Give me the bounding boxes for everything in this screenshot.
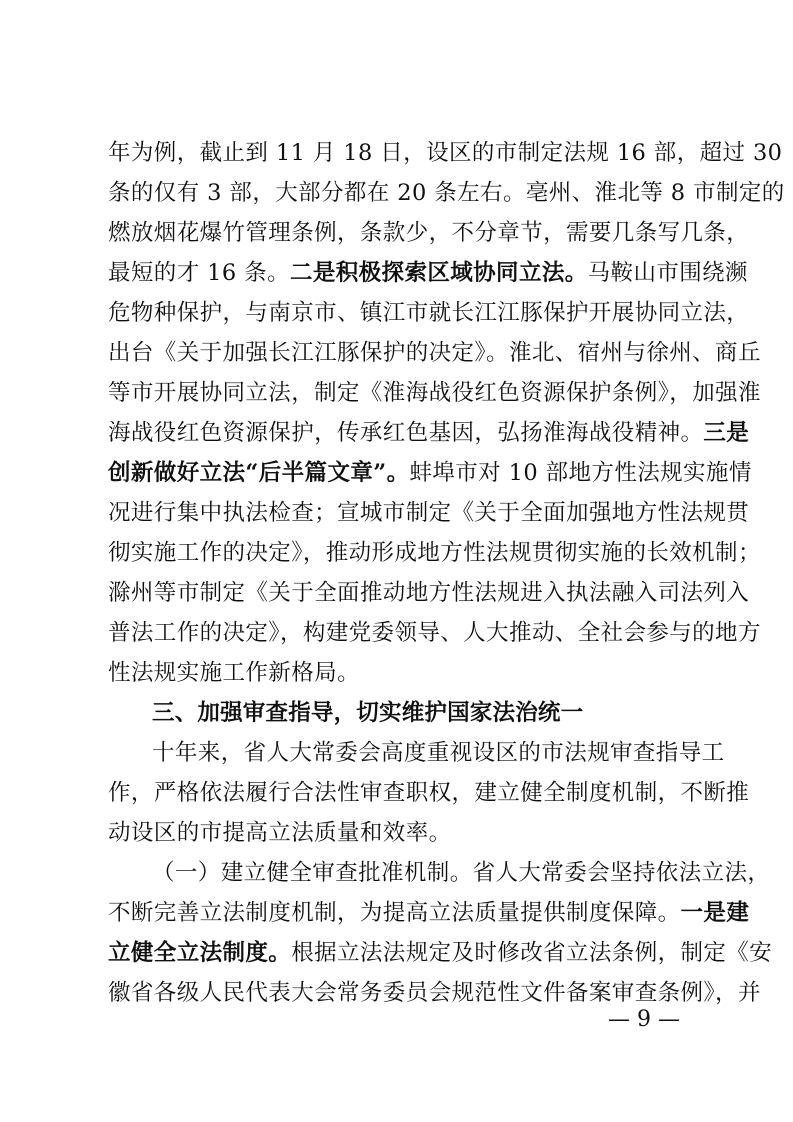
text-line [108,213,750,253]
bold-phrase: 立健全立法制度。 [108,940,292,966]
text-line [108,453,752,493]
text-segment: 出台《关于加强长江江豚保护的决定》。淮北、宿州与徐州、商丘 [108,340,761,366]
text-segment: 动设区的市提高立法质量和效率。 [108,820,452,846]
section-heading [152,693,690,733]
bold-phrase: 三是 [703,420,750,446]
text-line [108,493,750,533]
text-segment: 普法工作的决定》，构建党委领导、人大推动、全社会参与的地方 [108,620,761,646]
text-segment: 等市开展协同立法，制定《淮海战役红色资源保护条例》，加强淮 [108,380,761,406]
text-line [152,733,725,773]
text-line [108,653,690,693]
text-segment: 省人大常委会坚持依法立法， [472,860,771,886]
text-segment: 条的仅有 3 部，大部分都在 20 条左右。亳州、淮北等 8 市制定的 [108,180,785,206]
text-line [108,893,750,933]
bold-phrase: 创新做好立法“后半篇文章”。 [108,460,410,486]
text-segment: 最短的才 16 条。 [108,260,290,286]
text-line [108,133,783,173]
text-line [108,813,690,853]
text-line [108,173,785,213]
text-segment: 况进行集中执法检查；宣城市制定《关于全面加强地方性法规贯 [108,500,750,526]
text-line [108,373,761,413]
text-segment: 不断完善立法制度机制，为提高立法质量提供制度保障。 [108,900,681,926]
page-number: — 9 — [608,1007,680,1032]
text-segment: 彻实施工作的决定》，推动形成地方性法规贯彻实施的长效机制； [108,540,761,566]
text-line [108,973,761,1013]
text-segment: （一）建立健全审查批准机制。 [152,860,473,886]
text-segment: 蚌埠市对 10 部地方性法规实施情 [409,460,752,486]
text-segment: 徽省各级人民代表大会常务委员会规范性文件备案审查条例》，并 [108,980,761,1006]
bold-phrase: 二是积极探索区域协同立法。 [289,260,588,286]
text-line [108,613,761,653]
text-segment: 滁州等市制定《关于全面推动地方性法规进入执法融入司法列入 [108,580,750,606]
text-segment: 危物种保护，与南京市、镇江市就长江江豚保护开展协同立法， [108,300,750,326]
text-line [108,773,750,813]
text-line [152,853,771,893]
text-segment: 年为例，截止到 11 月 18 日，设区的市制定法规 16 部，超过 30 [108,140,783,166]
text-line [108,293,750,333]
text-segment: 作，严格依法履行合法性审查职权，建立健全制度机制，不断推 [108,780,750,806]
text-line [108,333,761,373]
text-segment: 三、加强审查指导，切实维护国家法治统一 [152,700,584,726]
text-line [108,533,761,573]
text-line [108,253,748,293]
text-line [108,933,773,973]
text-segment: 海战役红色资源保护，传承红色基因，弘扬淮海战役精神。 [108,420,704,446]
text-segment: 马鞍山市围绕濒 [587,260,748,286]
text-line [108,413,750,453]
text-line [108,573,750,613]
bold-phrase: 一是建 [680,900,750,926]
text-segment: 十年来，省人大常委会高度重视设区的市法规审查指导工 [152,740,725,766]
text-segment: 性法规实施工作新格局。 [108,660,360,686]
text-segment: 燃放烟花爆竹管理条例，条款少，不分章节，需要几条写几条， [108,220,750,246]
text-segment: 根据立法法规定及时修改省立法条例，制定《安 [291,940,773,966]
